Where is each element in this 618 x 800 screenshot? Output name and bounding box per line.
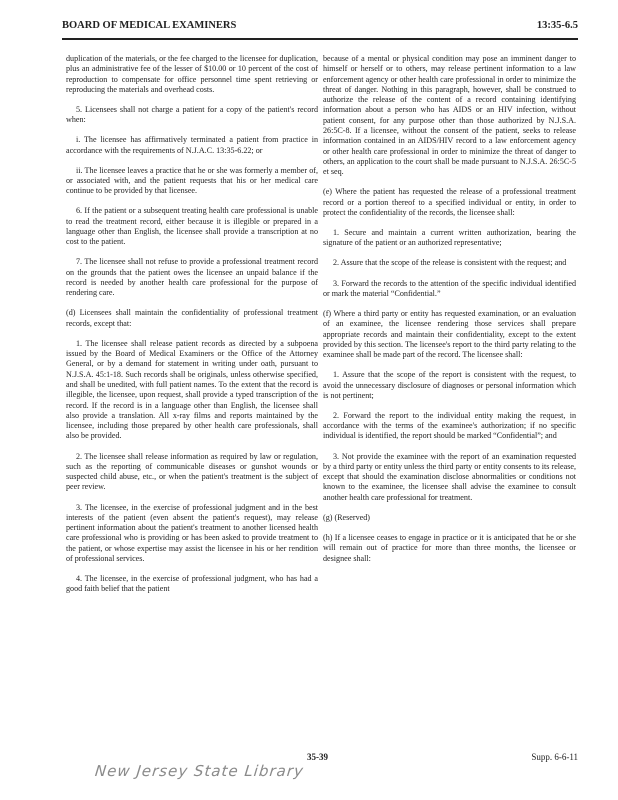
paragraph: 2. The licensee shall release information as required by law or regulation, such as the reporting of communicable diseases or gunshot wounds or suspected child abuse, etc., or when the patient's treatment is the subject of peer review. [66, 451, 318, 492]
supplement-date: Supp. 6-6-11 [531, 752, 578, 762]
header-title: BOARD OF MEDICAL EXAMINERS [62, 20, 237, 31]
paragraph: 2. Assure that the scope of the release is consistent with the request; and [333, 258, 567, 268]
paragraph: 3. Not provide the examinee with the report of an examination requested by a third party or entity unless the third party or entity consents to its release, except that should the examination disclose abnormalities or conditions not known to the examinee, the licensee shall advise the examinee to consult another health care professional for treatment. [323, 451, 576, 502]
header-section-number: 13:35-6.5 [536, 20, 578, 31]
paragraph: 1. The licensee shall release patient records as directed by a subpoena issued by the Board of Medical Examiners or the Office of the Attorney General, or by a demand for statement in writing under oath, pursuant to N.J.S.A. 45:1-18. Such records shall be originals, unless otherwise specified, and shall be unedited, with full patient names. To the extent that the record is illegible, the licensee, upon request, shall provide a typed transcription of the record. If the record is in a language other than English, the licensee shall also provide a translation. All x-ray films and reports maintained by the licensee, including those prepared by other health care professionals, shall also be provided. [66, 338, 318, 441]
paragraph: (h) If a licensee ceases to engage in practice or it is anticipated that he or she will remain out of practice for more than three months, the licensee or designee shall: [323, 532, 576, 563]
paragraph: i. The licensee has affirmatively terminated a patient from practice in accordance with the requirements of N.J.A.C. 13:35-6.22; or [66, 135, 318, 155]
paragraph: 3. The licensee, in the exercise of professional judgment and in the best interests of the patient (even absent the patient's request), may release pertinent information about the patient's treatment to another licensed health care professional who is providing or has been asked to provide treatment to the patient, or whose expertise may assist the licensee in his or her rendition of professional services. [66, 502, 318, 564]
paragraph: 5. Licensees shall not charge a patient for a copy of the patient's record when: [66, 104, 318, 125]
library-watermark: New Jersey State Library [94, 762, 305, 780]
paragraph: 7. The licensee shall not refuse to provide a professional treatment record on the grounds that the patient owes the licensee an unpaid balance if the record is needed by another health care professional for the purpose of rendering care. [66, 257, 318, 298]
paragraph: 1. Assure that the scope of the report is consistent with the request, to avoid the unnecessary disclosure of diagnoses or personal information which is not pertinent; [323, 370, 576, 400]
running-header [62, 16, 578, 40]
paragraph: because of a mental or physical condition may pose an imminent danger to himself or herself or to others, may release pertinent information to a law enforcement agency or other health care professional in order to minimize the threat of danger. Nothing in this paragraph, however, shall be construed to authorize the release of the content of a record containing identifying information about a person who has AIDS or an HIV infection, without patient consent, for any purpose other than those authorized by N.J.S.A. 26:5C-8. If a licensee, without the consent of the patient, seeks to release information contained in an AIDS/HIV record to a law enforcement agency or other health care professional in order to minimize the threat of danger to others, an application to the court shall be made pursuant to N.J.S.A. 26:5C-5 et seq. [323, 54, 576, 177]
paragraph: duplication of the materials, or the fee charged to the licensee for duplication, plus an administrative fee of the lesser of $10.00 or 10 percent of the cost of reproduction to compensate for office personnel time spent retrieving or reproducing the materials and overhead costs. [66, 54, 318, 94]
paragraph: (g) (Reserved) [323, 512, 370, 522]
paragraph: 1. Secure and maintain a current written authorization, bearing the signature of the patient or an authorized representative; [323, 228, 576, 248]
paragraph: (f) Where a third party or entity has requested examination, or an evaluation of an examinee, the licensee rendering those services shall prepare appropriate records and maintain their confidentiality, except to the extent provided by this section. The licensee's report to the third party relating to the examinee shall be made part of the record. The licensee shall: [323, 308, 576, 360]
paragraph: 2. Forward the report to the individual entity making the request, in accordance with the terms of the examinee's authorization; if no specific individual is identified, the report should be marked “Confidential”; and [323, 410, 576, 441]
paragraph: ii. The licensee leaves a practice that he or she was formerly a member of, or associated with, and the patient requests that his or her medical care continue to be provided by that licensee. [66, 165, 318, 196]
right-column [323, 54, 576, 574]
page-number: 35-39 [307, 752, 328, 762]
paragraph: (d) Licensees shall maintain the confidentiality of professional treatment records, except that: [66, 308, 318, 328]
paragraph: (e) Where the patient has requested the release of a professional treatment record or a portion thereof to a specified individual or entity, in order to protect the confidentiality of the records, the licensee shall: [323, 187, 576, 217]
paragraph: 4. The licensee, in the exercise of professional judgment, who has had a good faith belief that the patient [66, 574, 318, 594]
left-column [66, 54, 318, 605]
paragraph: 6. If the patient or a subsequent treating health care professional is unable to read the treatment record, either because it is illegible or prepared in a language other than English, the licensee shall provide a transcription at no cost to the patient. [66, 206, 318, 247]
paragraph: 3. Forward the records to the attention of the specific individual identified or mark the material “Confidential.” [323, 278, 576, 298]
